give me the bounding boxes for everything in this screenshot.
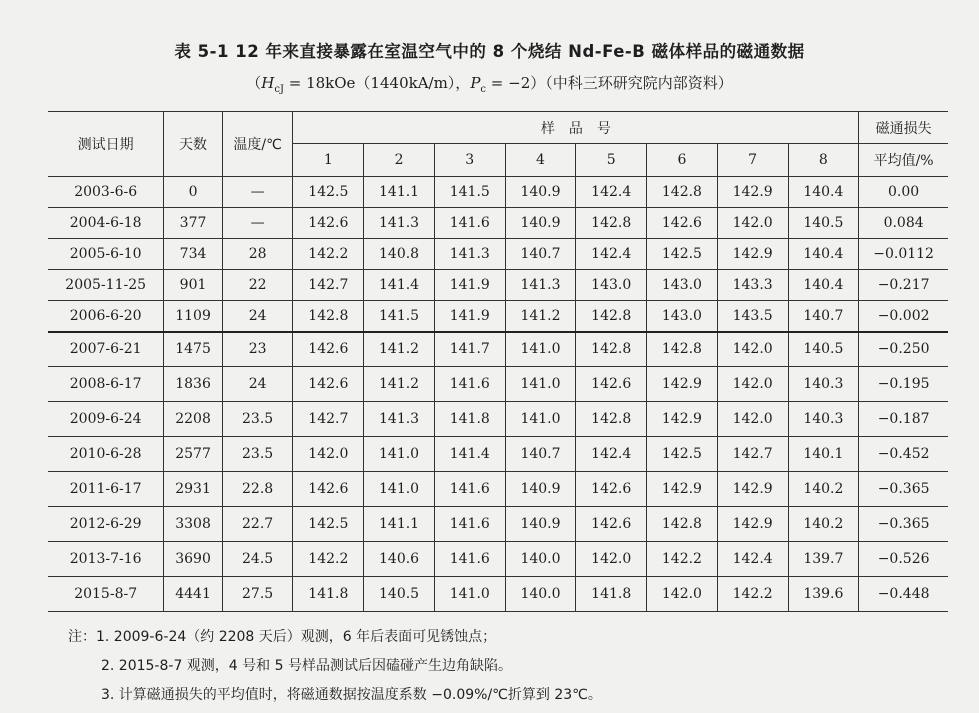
cell-days: 2208 [164,402,222,437]
pc-symbol: P [470,74,481,92]
cell-sample-6: 142.2 [647,542,718,577]
cell-sample-1: 142.5 [293,507,364,542]
cell-avg-loss: −0.195 [859,367,948,402]
cell-temp: 23.5 [222,437,293,472]
table-row [48,332,948,367]
cell-sample-6: 142.5 [647,239,718,270]
table-header [48,112,948,177]
cell-avg-loss: −0.526 [859,542,948,577]
cell-sample-3: 141.6 [434,367,505,402]
cell-sample-4: 140.9 [505,507,576,542]
cell-sample-7: 142.4 [717,542,788,577]
cell-sample-8: 140.3 [788,402,859,437]
cell-sample-2: 141.1 [364,507,435,542]
cell-sample-1: 142.6 [293,367,364,402]
cell-sample-6: 143.0 [647,270,718,301]
cell-avg-loss: −0.0112 [859,239,948,270]
cell-sample-7: 142.0 [717,402,788,437]
cell-sample-1: 142.6 [293,208,364,239]
cell-sample-5: 142.8 [576,208,647,239]
header-sample-5: 5 [576,144,647,177]
cell-sample-6: 142.8 [647,507,718,542]
cell-date: 2005-6-10 [48,239,164,270]
cell-sample-5: 142.6 [576,367,647,402]
cell-sample-3: 141.6 [434,542,505,577]
cell-sample-3: 141.6 [434,507,505,542]
cell-sample-4: 140.9 [505,472,576,507]
cell-sample-6: 142.8 [647,177,718,208]
cell-sample-7: 142.9 [717,472,788,507]
cell-temp: — [222,177,293,208]
cell-sample-4: 141.0 [505,367,576,402]
cell-sample-4: 141.3 [505,270,576,301]
cell-sample-7: 143.3 [717,270,788,301]
cell-sample-2: 140.6 [364,542,435,577]
cell-days: 1836 [164,367,222,402]
table-row [48,437,948,472]
cell-sample-7: 142.9 [717,239,788,270]
cell-avg-loss: 0.00 [859,177,948,208]
cell-sample-1: 142.8 [293,301,364,332]
cell-sample-2: 141.2 [364,332,435,367]
table-row [48,507,948,542]
cell-sample-5: 142.4 [576,177,647,208]
table-body [48,177,948,612]
cell-sample-4: 140.0 [505,577,576,612]
cell-sample-3: 141.6 [434,208,505,239]
cell-sample-8: 140.5 [788,332,859,367]
header-avg-line1: 磁通损失 [859,112,948,144]
cell-sample-6: 142.9 [647,367,718,402]
header-sample-8: 8 [788,144,859,177]
cell-days: 734 [164,239,222,270]
cell-sample-5: 141.8 [576,577,647,612]
cell-date: 2010-6-28 [48,437,164,472]
cell-sample-4: 140.9 [505,177,576,208]
cell-sample-6: 142.9 [647,402,718,437]
header-days: 天数 [164,112,222,177]
cell-sample-4: 140.7 [505,437,576,472]
cell-sample-7: 142.0 [717,208,788,239]
cell-sample-8: 140.4 [788,239,859,270]
cell-avg-loss: −0.365 [859,472,948,507]
subtitle-open-paren: （ [246,74,262,92]
table-row [48,577,948,612]
cell-sample-8: 140.4 [788,177,859,208]
cell-sample-1: 141.8 [293,577,364,612]
table-row [48,402,948,437]
cell-sample-4: 141.0 [505,332,576,367]
cell-avg-loss: 0.084 [859,208,948,239]
flux-data-table [48,111,948,612]
cell-sample-6: 142.5 [647,437,718,472]
cell-avg-loss: −0.250 [859,332,948,367]
cell-sample-2: 141.0 [364,472,435,507]
table-row [48,367,948,402]
cell-days: 2931 [164,472,222,507]
cell-days: 0 [164,177,222,208]
table-row [48,177,948,208]
cell-days: 3308 [164,507,222,542]
cell-temp: 22.8 [222,472,293,507]
cell-temp: 22.7 [222,507,293,542]
header-sample-3: 3 [434,144,505,177]
cell-sample-1: 142.7 [293,270,364,301]
cell-sample-2: 141.3 [364,402,435,437]
cell-sample-8: 140.4 [788,270,859,301]
note-2: 2. 2015-8-7 观测，4 号和 5 号样品测试后因磕碰产生边角缺陷。 [101,658,512,674]
cell-sample-7: 142.0 [717,332,788,367]
cell-sample-4: 140.0 [505,542,576,577]
cell-sample-2: 141.2 [364,367,435,402]
cell-date: 2005-11-25 [48,270,164,301]
cell-sample-5: 142.4 [576,239,647,270]
cell-date: 2012-6-29 [48,507,164,542]
cell-avg-loss: −0.448 [859,577,948,612]
cell-temp: 23.5 [222,402,293,437]
cell-sample-5: 143.0 [576,270,647,301]
cell-sample-5: 142.4 [576,437,647,472]
cell-avg-loss: −0.187 [859,402,948,437]
cell-temp: 24 [222,367,293,402]
table-row [48,208,948,239]
note-3: 3. 计算磁通损失的平均值时，将磁通数据按温度系数 −0.09%/℃折算到 23℃。 [101,687,602,703]
cell-sample-8: 140.2 [788,472,859,507]
table-notes [68,623,602,710]
cell-sample-3: 141.4 [434,437,505,472]
cell-sample-1: 142.5 [293,177,364,208]
cell-sample-6: 142.6 [647,208,718,239]
cell-date: 2011-6-17 [48,472,164,507]
cell-sample-2: 141.1 [364,177,435,208]
cell-sample-2: 140.5 [364,577,435,612]
cell-days: 377 [164,208,222,239]
cell-sample-2: 141.4 [364,270,435,301]
cell-avg-loss: −0.002 [859,301,948,332]
cell-sample-7: 142.2 [717,577,788,612]
cell-sample-1: 142.6 [293,472,364,507]
cell-sample-3: 141.8 [434,402,505,437]
cell-sample-7: 142.0 [717,367,788,402]
header-sample-2: 2 [364,144,435,177]
cell-sample-8: 140.7 [788,301,859,332]
hcj-subscript: cJ [274,84,284,95]
cell-sample-5: 142.0 [576,542,647,577]
cell-sample-4: 140.7 [505,239,576,270]
header-avg-line2: 平均值/% [859,144,948,177]
table-row [48,542,948,577]
cell-date: 2003-6-6 [48,177,164,208]
cell-sample-3: 141.6 [434,472,505,507]
cell-sample-4: 141.0 [505,402,576,437]
cell-sample-5: 142.6 [576,507,647,542]
cell-days: 1109 [164,301,222,332]
cell-temp: 28 [222,239,293,270]
cell-sample-4: 141.2 [505,301,576,332]
cell-sample-8: 140.1 [788,437,859,472]
cell-temp: 24.5 [222,542,293,577]
cell-date: 2008-6-17 [48,367,164,402]
cell-date: 2007-6-21 [48,332,164,367]
header-sample-group: 样 品 号 [293,112,859,144]
cell-sample-8: 140.2 [788,507,859,542]
cell-sample-1: 142.0 [293,437,364,472]
cell-sample-4: 140.9 [505,208,576,239]
cell-sample-2: 141.0 [364,437,435,472]
cell-sample-1: 142.2 [293,542,364,577]
cell-avg-loss: −0.452 [859,437,948,472]
cell-avg-loss: −0.217 [859,270,948,301]
cell-date: 2006-6-20 [48,301,164,332]
cell-sample-5: 142.8 [576,402,647,437]
cell-sample-2: 141.5 [364,301,435,332]
header-sample-7: 7 [717,144,788,177]
hcj-symbol: H [261,74,275,92]
cell-sample-8: 139.7 [788,542,859,577]
cell-sample-5: 142.8 [576,332,647,367]
cell-date: 2009-6-24 [48,402,164,437]
cell-sample-6: 142.0 [647,577,718,612]
table-row [48,472,948,507]
cell-sample-1: 142.7 [293,402,364,437]
table-title: 表 5-1 12 年来直接暴露在室温空气中的 8 个烧结 Nd-Fe-B 磁体样品的磁通数据 [174,42,805,61]
cell-sample-7: 142.7 [717,437,788,472]
cell-sample-3: 141.3 [434,239,505,270]
cell-days: 3690 [164,542,222,577]
cell-sample-6: 142.9 [647,472,718,507]
pc-subscript: c [480,84,487,95]
cell-avg-loss: −0.365 [859,507,948,542]
cell-sample-1: 142.2 [293,239,364,270]
cell-temp: 27.5 [222,577,293,612]
cell-sample-8: 140.5 [788,208,859,239]
cell-sample-2: 140.8 [364,239,435,270]
table-row [48,301,948,332]
cell-days: 901 [164,270,222,301]
cell-sample-3: 141.7 [434,332,505,367]
cell-temp: 24 [222,301,293,332]
cell-sample-1: 142.6 [293,332,364,367]
cell-sample-5: 142.8 [576,301,647,332]
cell-temp: 23 [222,332,293,367]
hcj-value: = 18kOe（1440kA/m）， [288,74,471,92]
table-row [48,270,948,301]
cell-temp: 22 [222,270,293,301]
header-sample-6: 6 [647,144,718,177]
pc-value: = −2）（中科三环研究院内部资料） [490,74,733,92]
cell-days: 2577 [164,437,222,472]
cell-days: 4441 [164,577,222,612]
header-sample-4: 4 [505,144,576,177]
cell-date: 2015-8-7 [48,577,164,612]
cell-days: 1475 [164,332,222,367]
cell-sample-6: 143.0 [647,301,718,332]
cell-temp: — [222,208,293,239]
cell-sample-7: 143.5 [717,301,788,332]
header-date: 测试日期 [48,112,164,177]
table-row [48,239,948,270]
cell-sample-7: 142.9 [717,507,788,542]
header-temp: 温度/℃ [222,112,293,177]
cell-date: 2013-7-16 [48,542,164,577]
cell-sample-3: 141.9 [434,270,505,301]
cell-sample-2: 141.3 [364,208,435,239]
cell-date: 2004-6-18 [48,208,164,239]
note-1: 注：1. 2009-6-24（约 2208 天后）观测，6 年后表面可见锈蚀点； [68,629,497,645]
cell-sample-5: 142.6 [576,472,647,507]
cell-sample-3: 141.0 [434,577,505,612]
cell-sample-3: 141.5 [434,177,505,208]
cell-sample-3: 141.9 [434,301,505,332]
cell-sample-7: 142.9 [717,177,788,208]
cell-sample-6: 142.8 [647,332,718,367]
header-sample-1: 1 [293,144,364,177]
cell-sample-8: 140.3 [788,367,859,402]
table-subtitle [0,72,979,95]
cell-sample-8: 139.6 [788,577,859,612]
